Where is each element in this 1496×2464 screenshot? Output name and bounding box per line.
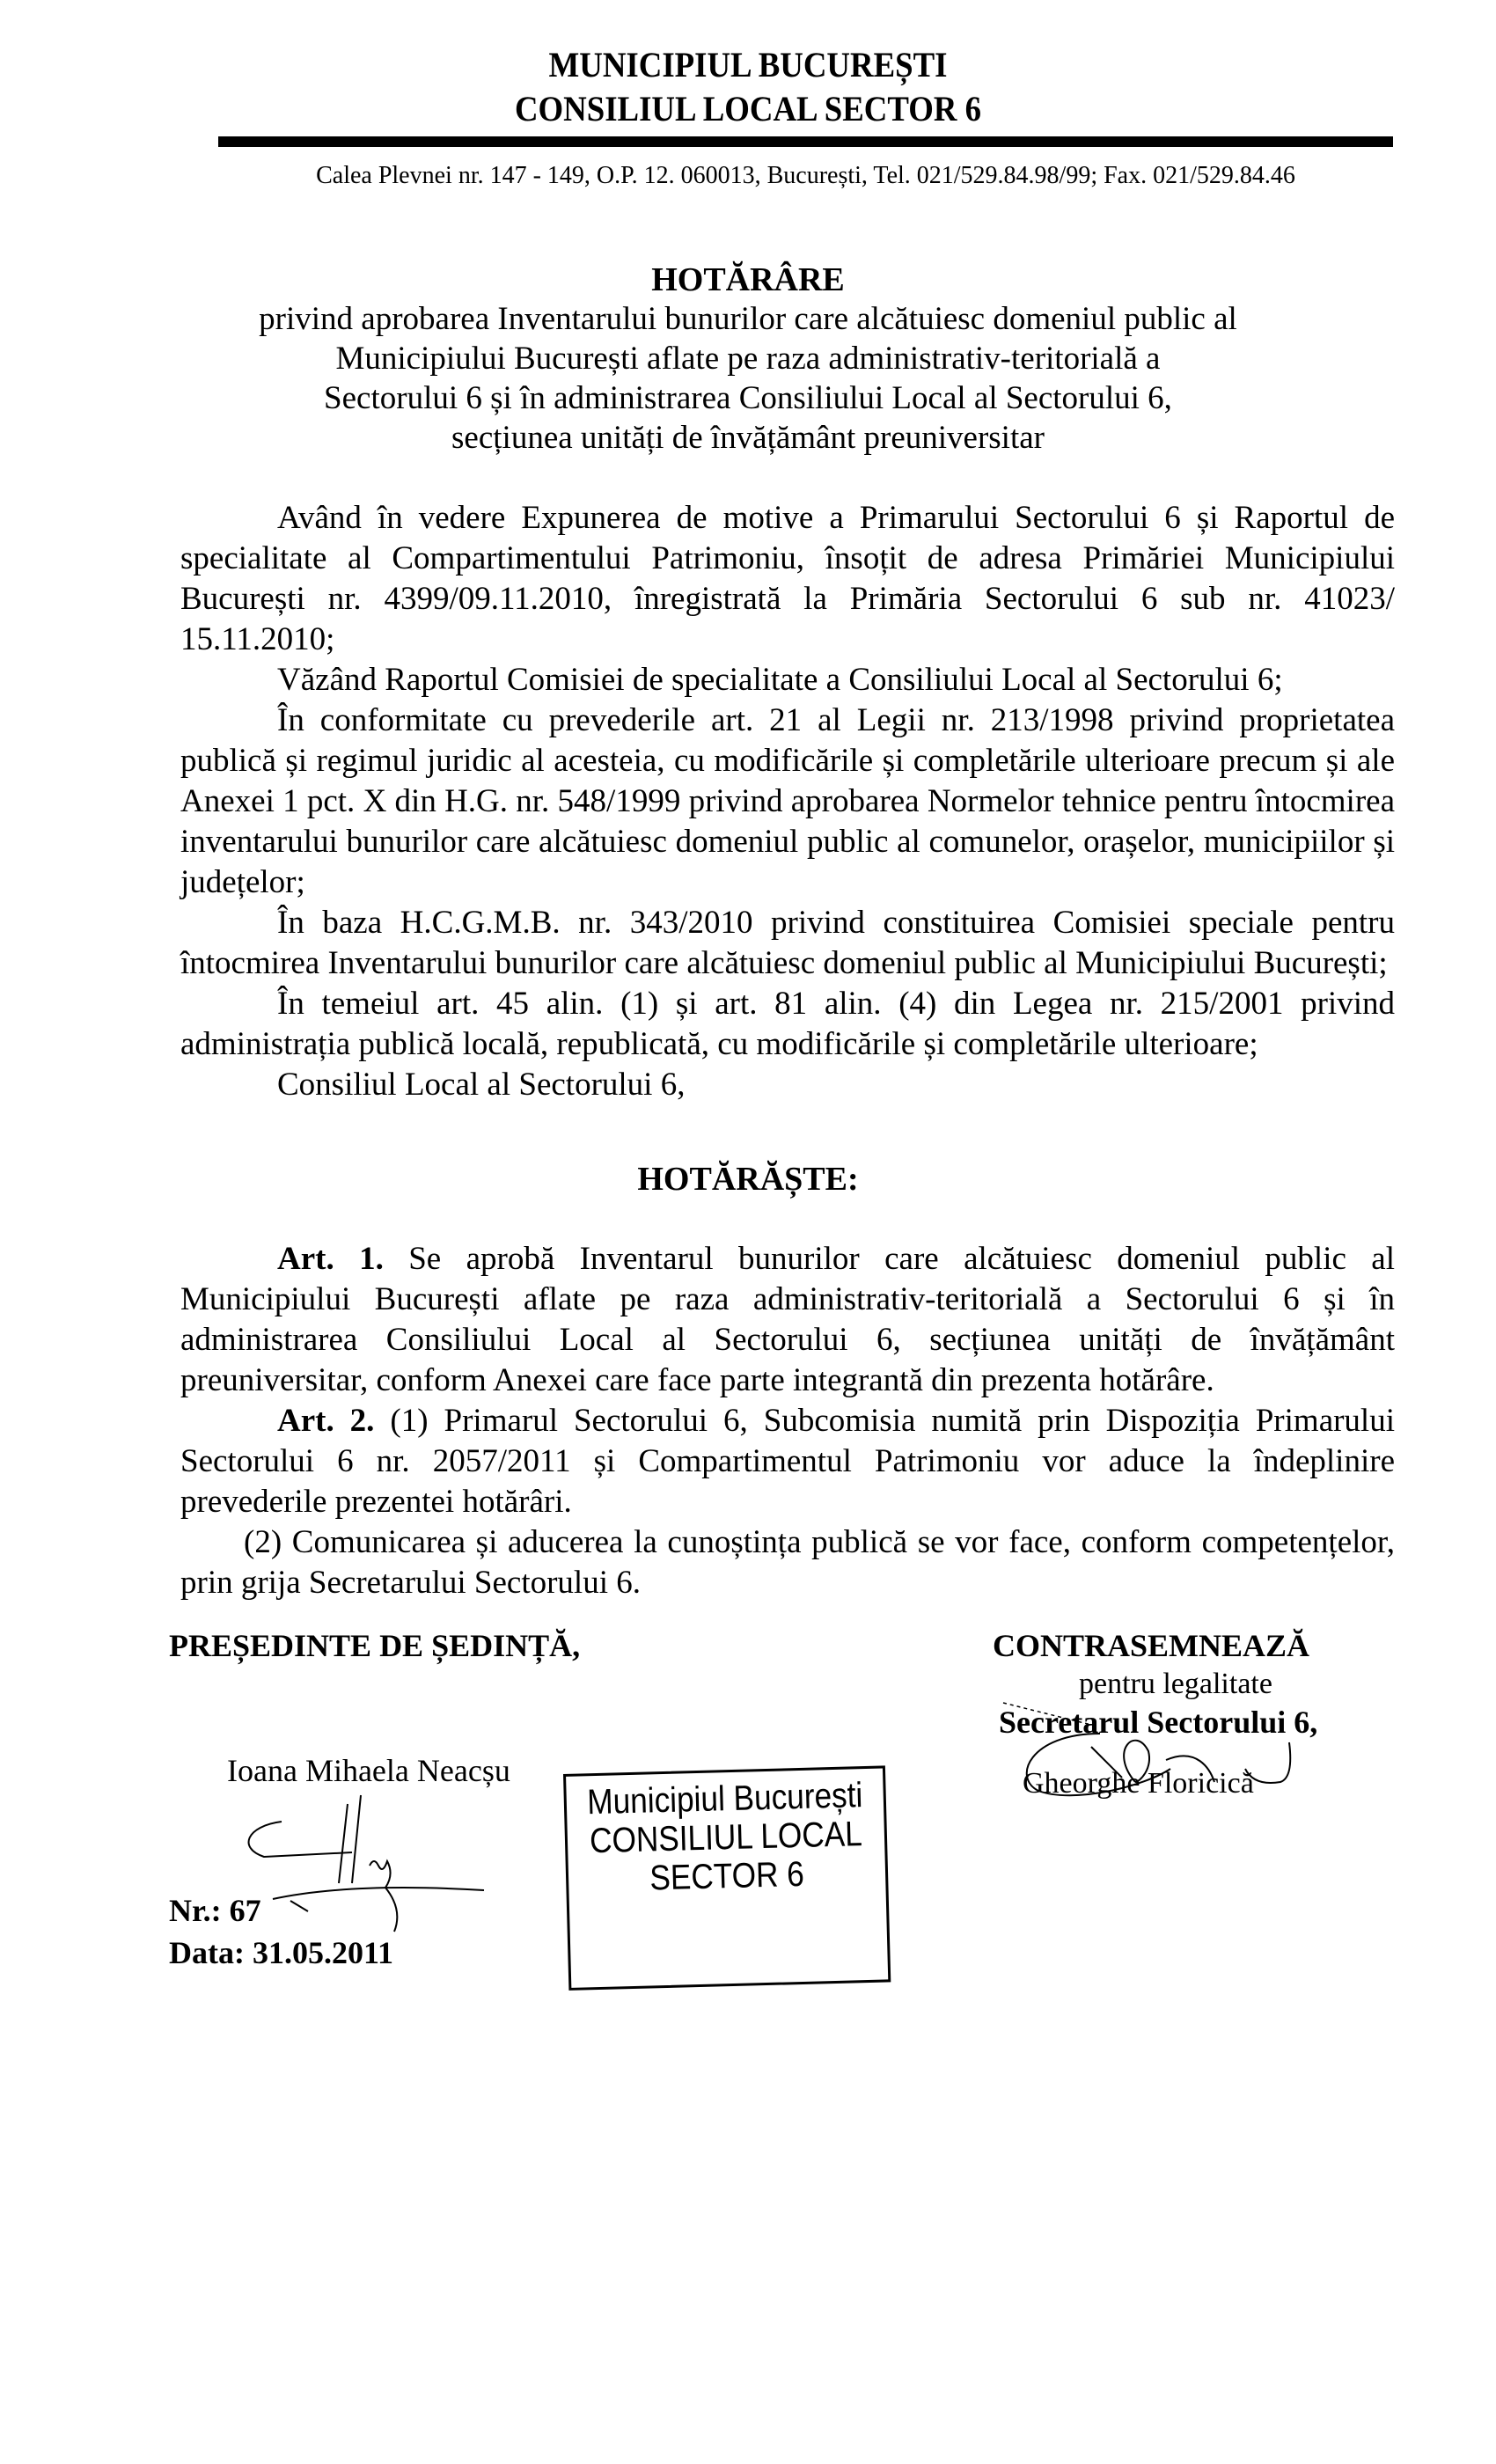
- secretary-role: Secretarul Sectorului 6,: [999, 1705, 1318, 1740]
- article-label: Art. 1.: [277, 1241, 384, 1277]
- subtitle-line: Municipiului București aflate pe raza administrativ-teritorială a: [335, 341, 1161, 377]
- preamble-paragraph: Văzând Raportul Comisiei de specialitate a Consiliului Local al Sectorului 6;: [277, 662, 1283, 698]
- secretary-signature-icon: [994, 1672, 1329, 1804]
- document-subtitle: [0, 299, 1496, 458]
- stamp-line: SECTOR 6: [649, 1854, 805, 1898]
- preamble-paragraph: În temeiul art. 45 alin. (1) și art. 81 alin. (4) din Legea nr. 215/2001 privind administrația publică locală, republicată, cu modificările și completările ulterioare;: [180, 986, 1395, 1062]
- stamp-line: CONSILIUL LOCAL: [589, 1815, 863, 1861]
- council-stamp: [563, 1765, 891, 1990]
- article-2-paragraph-2: (2) Comunicarea și aducerea la cunoștința publică se vor face, conform competențelor, prin grija Secretarului Sectorului 6.: [180, 1524, 1395, 1601]
- article-1: [180, 1239, 1395, 1401]
- article-text: Se aprobă Inventarul bunurilor care alcătuiesc domeniul public al Municipiului București aflate pe raza administrativ-teritorială a Sectorului 6 și în administrarea Consiliului Local al Sectorului 6, secțiunea unități de învățământ preuniversitar, conform Anexei care face parte integrantă din prezenta hotărâre.: [180, 1241, 1395, 1398]
- preamble-paragraph: Consiliul Local al Sectorului 6,: [277, 1067, 686, 1103]
- secretary-name: Gheorghe Floricică: [1023, 1767, 1254, 1800]
- decision-date: Data: 31.05.2011: [169, 1935, 393, 1970]
- countersign-heading: CONTRASEMNEAZĂ: [993, 1628, 1310, 1663]
- header-divider: [218, 136, 1393, 147]
- preamble-paragraph: În conformitate cu prevederile art. 21 al Legii nr. 213/1998 privind proprietatea publică și regimul juridic al acesteia, cu modificările și completările ulterioare precum și ale Anexei 1 pct. X din H.G. nr. 548/1999 privind aprobarea Normelor tehnice pentru întocmirea inventarului bunurilor care alcătuiesc domeniul public al comunelor, orașelor, municipiilor și județelor;: [180, 702, 1395, 900]
- article-text: (1) Primarul Sectorului 6, Subcomisia numită prin Dispoziția Primarului Sectorului 6 nr. 2057/2011 și Compartimentul Patrimoniu vor aduce la îndeplinire prevederile prezentei hotărâri.: [180, 1403, 1395, 1520]
- president-name: Ioana Mihaela Neacșu: [227, 1753, 510, 1788]
- president-heading: PREȘEDINTE DE ȘEDINȚĂ,: [169, 1628, 581, 1663]
- subtitle-line: Sectorului 6 și în administrarea Consiliului Local al Sectorului 6,: [324, 380, 1172, 416]
- article-2: [180, 1401, 1395, 1522]
- header-institution: MUNICIPIUL BUCUREȘTI: [548, 45, 948, 84]
- decision-number: Nr.: 67: [169, 1893, 261, 1928]
- articles: [180, 1239, 1395, 1603]
- subtitle-line: privind aprobarea Inventarului bunurilor care alcătuiesc domeniul public al: [259, 301, 1237, 337]
- countersign-subheading: pentru legalitate: [1079, 1668, 1272, 1700]
- president-signature-icon: [220, 1786, 537, 1936]
- subtitle-line: secțiunea unități de învățământ preuniversitar: [451, 420, 1045, 456]
- header-council: CONSILIUL LOCAL SECTOR 6: [514, 89, 982, 128]
- header-address: Calea Plevnei nr. 147 - 149, O.P. 12. 060013, București, Tel. 021/529.84.98/99; Fax. 021/529.84.46: [316, 162, 1295, 189]
- decides-heading: HOTĂRĂȘTE:: [637, 1161, 859, 1198]
- article-label: Art. 2.: [277, 1403, 375, 1439]
- stamp-line: Municipiul București: [586, 1776, 863, 1822]
- preamble-paragraph: În baza H.C.G.M.B. nr. 343/2010 privind constituirea Comisiei speciale pentru întocmirea Inventarului bunurilor care alcătuiesc domeniul public al Municipiului București;: [180, 905, 1395, 981]
- preamble-paragraph: Având în vedere Expunerea de motive a Primarului Sectorului 6 și Raportul de specialitate al Compartimentului Patrimoniu, însoțit de adresa Primăriei Municipiului București nr. 4399/09.11.2010, înregistrată la Primăria Sectorului 6 sub nr. 41023/ 15.11.2010;: [180, 500, 1395, 657]
- preamble: [180, 498, 1395, 1105]
- document-title: HOTĂRÂRE: [651, 261, 845, 298]
